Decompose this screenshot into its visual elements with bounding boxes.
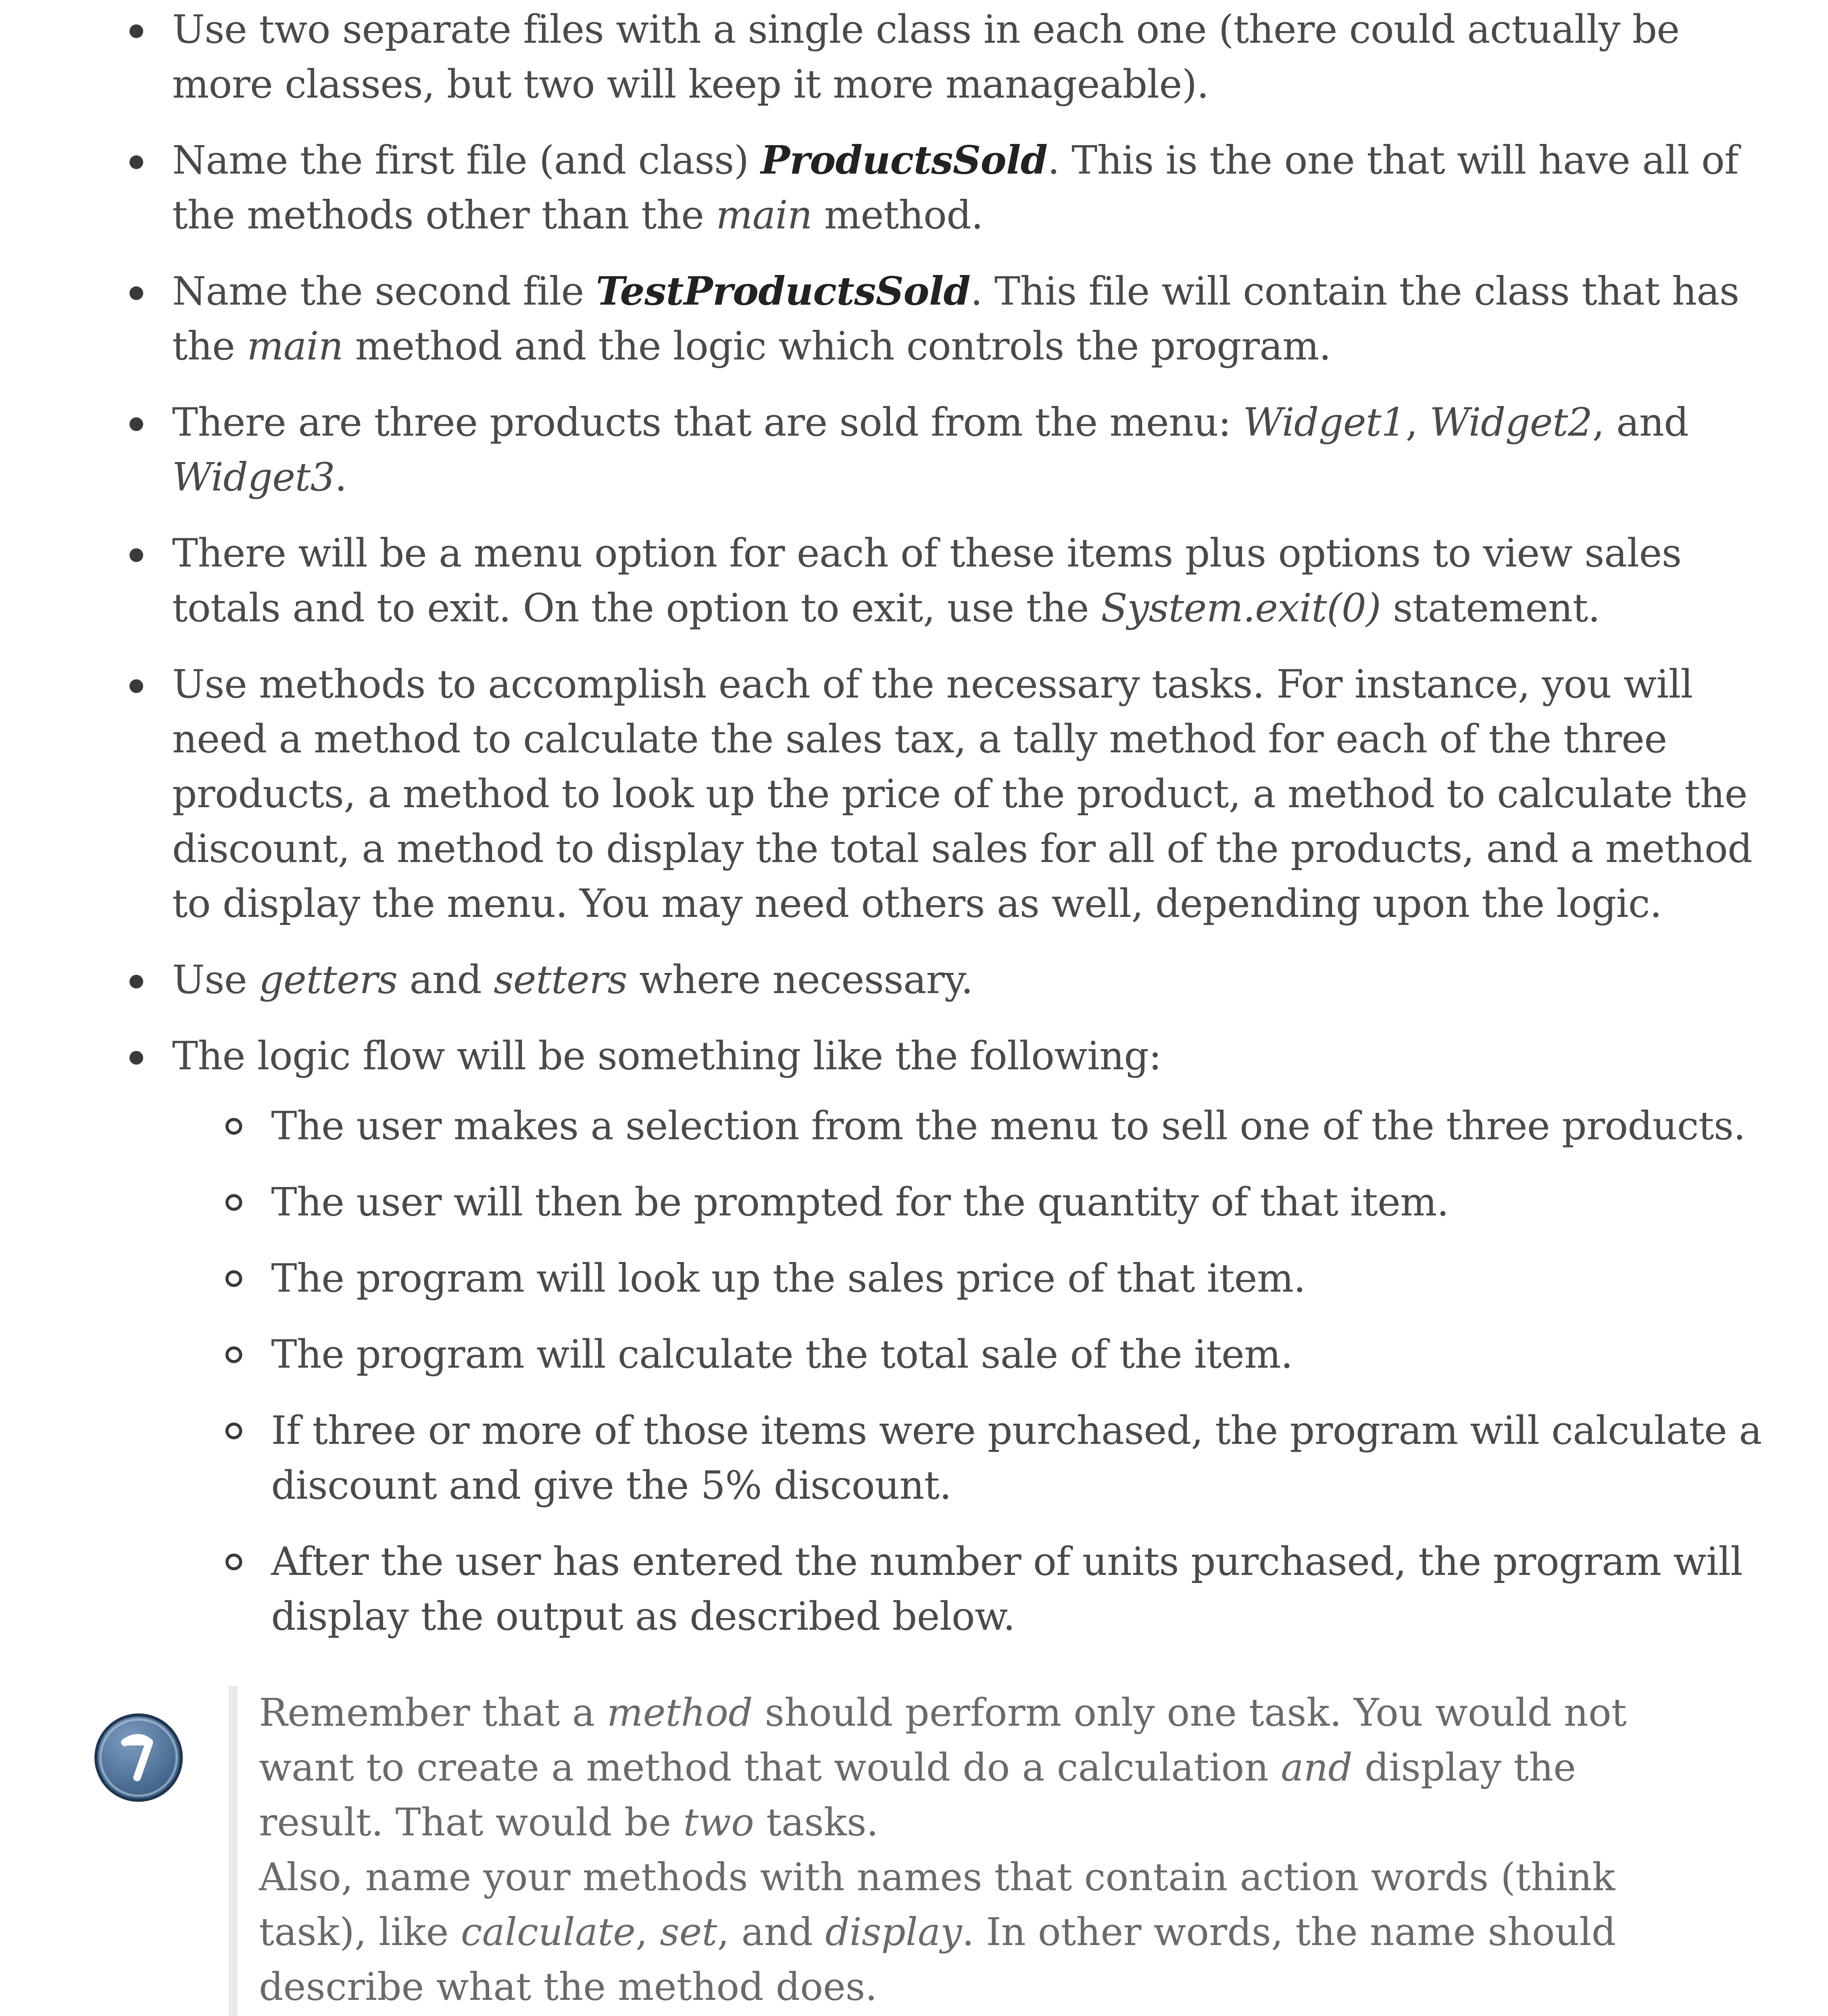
list-item [0,396,1828,506]
callout-text: should perform only one task. You would not want to create a method that would do a calculation [259,1691,1627,1790]
callout-text: , and [717,1910,825,1954]
class-name-products-sold: ProductsSold [761,138,1048,185]
bullet-dot [129,286,143,300]
list-item [0,3,1828,113]
sub-item-text: After the user has entered the number of units purchased, the program will display the output as described below. [271,1540,1743,1641]
item-text: There will be a menu option for each of these items plus options to view sales totals and to exit. On the option to exit, use the [172,531,1682,632]
callout-text: tasks. [754,1800,879,1845]
item-text: . This file will contain the class that has the [172,269,1739,370]
item-text: method and the logic which controls the program. [343,324,1331,370]
bullet-dot [129,975,143,989]
list-item [0,1030,1828,1645]
system-exit-statement: System.exit(0) [1101,586,1381,632]
sub-item-text: The user will then be prompted for the quantity of that item. [271,1180,1449,1226]
bullet-ring [225,1554,242,1570]
callout-text: Remember that a [259,1691,607,1735]
item-text: Name the second file [172,269,596,315]
item-text: Name the first file (and class) [172,138,761,185]
callout-paragraph [259,1851,1630,2015]
callout-text: Also, name your methods with names that contain action words (think task), like [259,1855,1615,1954]
item-text: Use two separate files with a single class in each one (there could actually be more classes, but two will keep it more manageable). [172,7,1680,108]
term-set: set [660,1910,717,1954]
list-item [0,658,1828,932]
item-text: where necessary. [627,958,973,1004]
item-text: , and [1592,400,1689,446]
bullet-dot [129,24,143,38]
sub-list-item [172,1252,1767,1307]
callout-text: display the result. That would be [259,1745,1576,1845]
bullet-dot [129,679,143,693]
item-text: . This is the one that will have all of the methods other than the [172,138,1739,240]
requirements-list [0,3,1828,1666]
term-display: display [825,1910,962,1954]
sub-list-item [172,1100,1767,1154]
item-text: The logic flow will be something like the following: [172,1034,1161,1080]
term-method: method [607,1691,753,1735]
sub-item-text: The user makes a selection from the menu to sell one of the three products. [271,1104,1746,1150]
sub-list-item [172,1176,1767,1231]
item-text: , [1405,400,1430,446]
term-calculate: calculate [461,1910,636,1954]
callout-text: , [636,1910,660,1954]
product-widget3: Widget3 [172,455,335,501]
info-callout [229,1686,1630,2016]
sub-item-text: The program will look up the sales price of that item. [271,1256,1306,1302]
info-icon [92,1710,186,1805]
term-and: and [1281,1745,1353,1790]
callout-paragraph [259,1686,1630,1851]
item-text: . [335,455,347,501]
product-widget2: Widget2 [1430,400,1592,446]
sub-list-item [172,1328,1767,1383]
bullet-ring [225,1118,242,1135]
product-widget1: Widget1 [1243,400,1406,446]
item-text: Use [172,958,259,1004]
item-text: Use methods to accomplish each of the necessary tasks. For instance, you will need a method to calculate the sales tax, a tally method for each of the three products, a method to look up the price of the product, a method to calculate the discount, a method to display the total sales for all of the products, and a method to display the menu. You may need others as well, depending upon the logic. [172,662,1752,928]
list-item [0,527,1828,637]
bullet-ring [225,1346,242,1363]
bullet-dot [129,417,143,431]
term-setters: setters [494,958,627,1004]
logic-flow-list [172,1100,1767,1645]
item-text: There are three products that are sold from the menu: [172,400,1243,446]
bullet-dot [129,155,143,169]
sub-item-text: If three or more of those items were purchased, the program will calculate a discount and give the 5% discount. [271,1409,1762,1510]
list-item [0,134,1828,244]
item-text: method. [812,193,983,240]
item-text: statement. [1381,586,1600,632]
bullet-dot [129,548,143,562]
bullet-ring [225,1194,242,1211]
term-two: two [683,1800,754,1845]
list-item [0,954,1828,1008]
sub-item-text: The program will calculate the total sale of the item. [271,1333,1293,1379]
callout-text: . In other words, the name should describe what the method does. [259,1910,1616,2009]
bullet-dot [129,1051,143,1064]
class-name-test-products-sold: TestProductsSold [596,269,971,315]
term-getters: getters [259,958,398,1004]
method-name-main: main [247,324,343,370]
sub-list-item [172,1404,1767,1514]
list-item [0,265,1828,375]
method-name-main: main [716,193,812,240]
sub-list-item [172,1535,1767,1645]
item-text: and [397,958,494,1004]
bullet-ring [225,1270,242,1287]
bullet-ring [225,1422,242,1439]
